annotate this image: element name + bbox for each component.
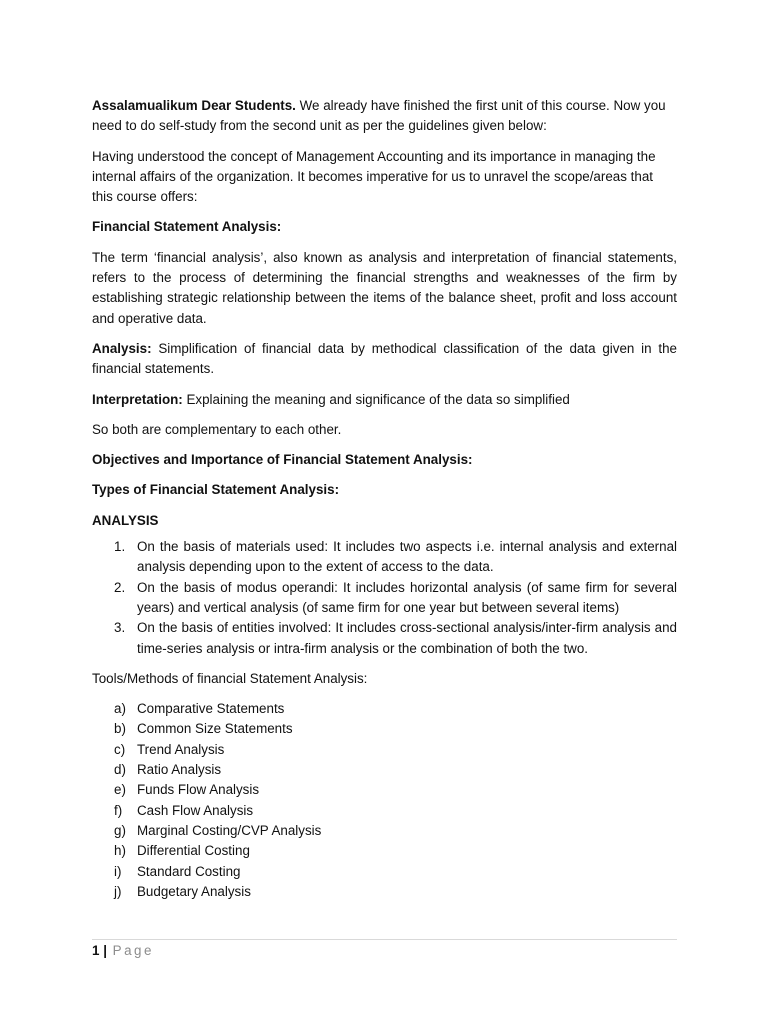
page-number: 1 [92,943,100,958]
list-item-letter: d) [114,762,126,778]
footer-separator: | [103,943,107,958]
list-item-letter: c) [114,741,126,757]
list-item-text: Standard Costing [137,863,241,879]
list-item-text: Funds Flow Analysis [137,782,260,798]
list-item-number: 1. [114,539,126,555]
fsa-heading: Financial Statement Analysis: [92,219,282,235]
list-item-text: Marginal Costing/CVP Analysis [137,822,322,838]
list-item-text: Trend Analysis [137,741,225,757]
analysis-label: Analysis: [92,340,152,356]
list-item-letter: f) [114,802,123,818]
list-item-text: Budgetary Analysis [137,883,251,899]
fsa-definition: The term ‘financial analysis’, also known as analysis and interpretation of financial statements, refers to the process of determining the financial strengths and weaknesses of the firm by establishing strategic relationship between the items of the balance sheet, profit and loss account and operative data. [92,249,677,326]
greeting: Assalamualikum Dear Students. [92,98,296,113]
tools-list [92,699,677,902]
list-item [92,740,677,760]
complementary-text: So both are complementary to each other. [92,421,342,437]
analysis-heading: ANALYSIS [92,512,159,528]
list-item [92,801,677,821]
list-item-letter: h) [114,843,126,859]
list-item [92,780,677,800]
list-item-letter: e) [114,782,126,798]
list-item-text: On the basis of entities involved: It includes cross-sectional analysis/inter-firm analysis and time-series analysis or intra-firm analysis or the combination of both the two. [137,620,677,656]
tools-heading: Tools/Methods of financial Statement Analysis: [92,670,368,686]
list-item [92,618,677,659]
list-item-text: Common Size Statements [137,721,293,737]
page-footer [92,939,677,960]
list-item-letter: j) [114,883,122,899]
list-item-text: Comparative Statements [137,701,285,717]
list-item-text: Cash Flow Analysis [137,802,254,818]
interpretation-label: Interpretation: [92,391,183,407]
list-item-letter: b) [114,721,126,737]
list-item-text: On the basis of materials used: It includes two aspects i.e. internal analysis and external analysis depending upon to the extent of access to the data. [137,539,677,575]
list-item [92,821,677,841]
list-item [92,841,677,861]
scope-paragraph: Having understood the concept of Management Accounting and its importance in managing the internal affairs of the organization. It becomes imperative for us to unravel the scope/areas that this course offers: [92,148,656,205]
list-item-text: Differential Costing [137,843,250,859]
list-item-text: Ratio Analysis [137,762,222,778]
list-item [92,537,677,578]
analysis-text: Simplification of financial data by methodical classification of the data given in the financial statements. [92,340,677,377]
list-item-letter: i) [114,863,122,879]
analysis-definition [92,339,677,380]
intro-text: We already have finished the first unit of this course. Now you need to do self-study from the second unit as per the guidelines given below: [92,98,666,134]
list-item-text: On the basis of modus operandi: It includes horizontal analysis (of same firm for several years) and vertical analysis (of same firm for one year but between several items) [137,579,677,615]
page-label: Page [112,943,154,958]
list-item-number: 3. [114,620,126,636]
intro-paragraph [92,96,677,137]
list-item [92,578,677,619]
list-item [92,719,677,739]
interpretation-definition [92,390,677,410]
list-item-number: 2. [114,579,126,595]
interpretation-text: Explaining the meaning and significance of the data so simplified [182,391,570,407]
list-item-letter: a) [114,701,126,717]
list-item [92,760,677,780]
analysis-types-list [92,537,677,659]
types-heading: Types of Financial Statement Analysis: [92,482,340,498]
list-item [92,882,677,902]
objectives-heading: Objectives and Importance of Financial Statement Analysis: [92,452,473,468]
list-item-letter: g) [114,822,126,838]
list-item [92,862,677,882]
list-item [92,699,677,719]
